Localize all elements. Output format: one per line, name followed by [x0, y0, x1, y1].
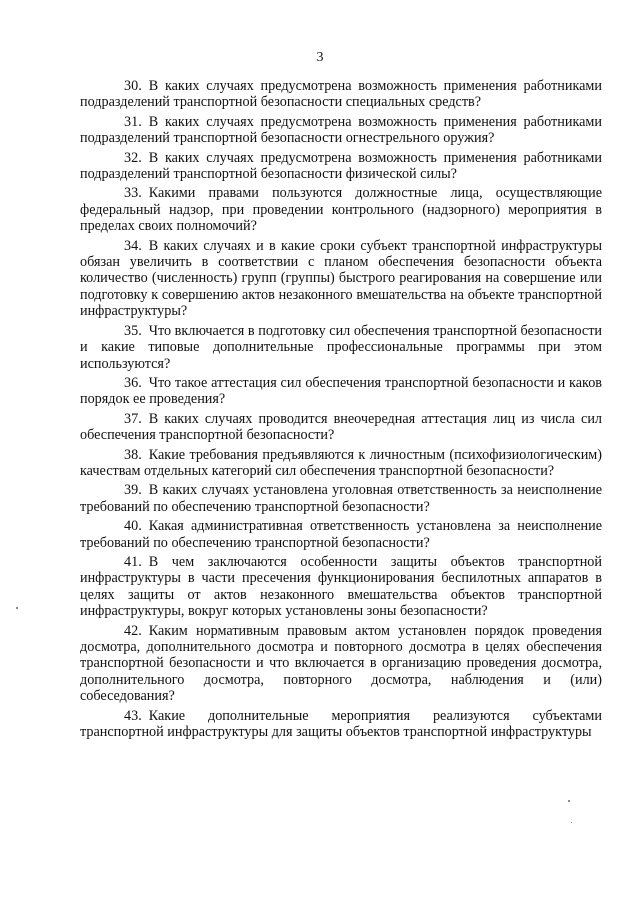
- question-number: 32.: [124, 149, 142, 166]
- question-text: Что такое аттестация сил обеспечения транспортной безопасности и каков порядок ее проведения?: [80, 374, 602, 408]
- question-36: [80, 375, 602, 408]
- question-38: [80, 447, 602, 480]
- question-list: [80, 78, 602, 743]
- question-number: 38.: [124, 446, 142, 463]
- question-40: [80, 518, 602, 551]
- question-text: В чем заключаются особенности защиты объектов транспортной инфраструктуры в части пресечения функционирования беспилотных аппаратов в целях защиты от актов незаконного вмешательства объектов транспортной инфраструктуры, вокруг которых установлены зоны безопасности?: [80, 553, 602, 620]
- question-number: 30.: [124, 78, 142, 94]
- question-text: В каких случаях предусмотрена возможность применения работниками подразделений транспортной безопасности огнестрельного оружия?: [80, 113, 602, 147]
- question-number: 34.: [124, 237, 142, 254]
- question-30: [80, 78, 602, 111]
- question-41: [80, 554, 602, 620]
- scan-speck: [571, 822, 572, 823]
- question-text: В каких случаях установлена уголовная ответственность за неисполнение требований по обеспечению транспортной безопасности?: [80, 482, 602, 515]
- question-text: В каких случаях предусмотрена возможность применения работниками подразделений транспортной безопасности специальных средств?: [80, 78, 602, 111]
- question-text: Какие дополнительные мероприятия реализуются субъектами транспортной инфраструктуры для защиты объектов транспортной инфраструктуры: [80, 707, 602, 741]
- question-35: [80, 323, 602, 372]
- question-number: 37.: [124, 410, 142, 427]
- question-37: [80, 411, 602, 444]
- question-number: 31.: [124, 113, 142, 130]
- question-text: В каких случаях предусмотрена возможность применения работниками подразделений транспортной безопасности физической силы?: [80, 149, 602, 183]
- question-text: В каких случаях и в какие сроки субъект транспортной инфраструктуры обязан увеличить в соответствии с планом обеспечения безопасности объекта количество (численность) групп (группы) быстрого реагирования на совершение или подготовку к совершению актов незаконного вмешательства на объекте транспортной инфраструктуры?: [80, 237, 602, 320]
- question-34: [80, 238, 602, 320]
- question-31: [80, 114, 602, 147]
- question-text: Какая административная ответственность установлена за неисполнение требований по обеспечению транспортной безопасности?: [80, 518, 602, 551]
- question-number: 35.: [124, 322, 142, 339]
- question-number: 36.: [124, 374, 142, 391]
- question-text: Какими правами пользуются должностные лица, осуществляющие федеральный надзор, при проведении контрольного (надзорного) мероприятия в пределах своих полномочий?: [80, 185, 602, 235]
- question-number: 33.: [124, 185, 142, 202]
- question-number: 43.: [124, 707, 142, 724]
- question-number: 42.: [124, 622, 142, 639]
- scan-speck: [16, 607, 18, 609]
- question-42: [80, 623, 602, 705]
- question-text: Каким нормативным правовым актом установлен порядок проведения досмотра, дополнительного досмотра и повторного досмотра в целях обеспечения транспортной безопасности и что включается в организацию проведения досмотра, дополнительного досмотра, повторного досмотра, наблюдения и (или) собеседования?: [80, 622, 602, 705]
- question-43: [80, 708, 602, 741]
- question-33: [80, 185, 602, 234]
- question-text: Что включается в подготовку сил обеспечения транспортной безопасности и какие типовые дополнительные профессиональные программы при этом используются?: [80, 322, 602, 372]
- question-text: В каких случаях проводится внеочередная аттестация лиц из числа сил обеспечения транспортной безопасности?: [80, 410, 602, 444]
- question-number: 41.: [124, 553, 142, 570]
- question-32: [80, 150, 602, 183]
- question-number: 39.: [124, 482, 142, 499]
- question-39: [80, 482, 602, 515]
- page-number: 3: [316, 50, 324, 65]
- scan-speck: [568, 800, 570, 802]
- question-number: 40.: [124, 518, 142, 535]
- question-text: Какие требования предъявляются к личностным (психофизиологическим) качествам отдельных категорий сил обеспечения транспортной безопасности?: [80, 446, 602, 479]
